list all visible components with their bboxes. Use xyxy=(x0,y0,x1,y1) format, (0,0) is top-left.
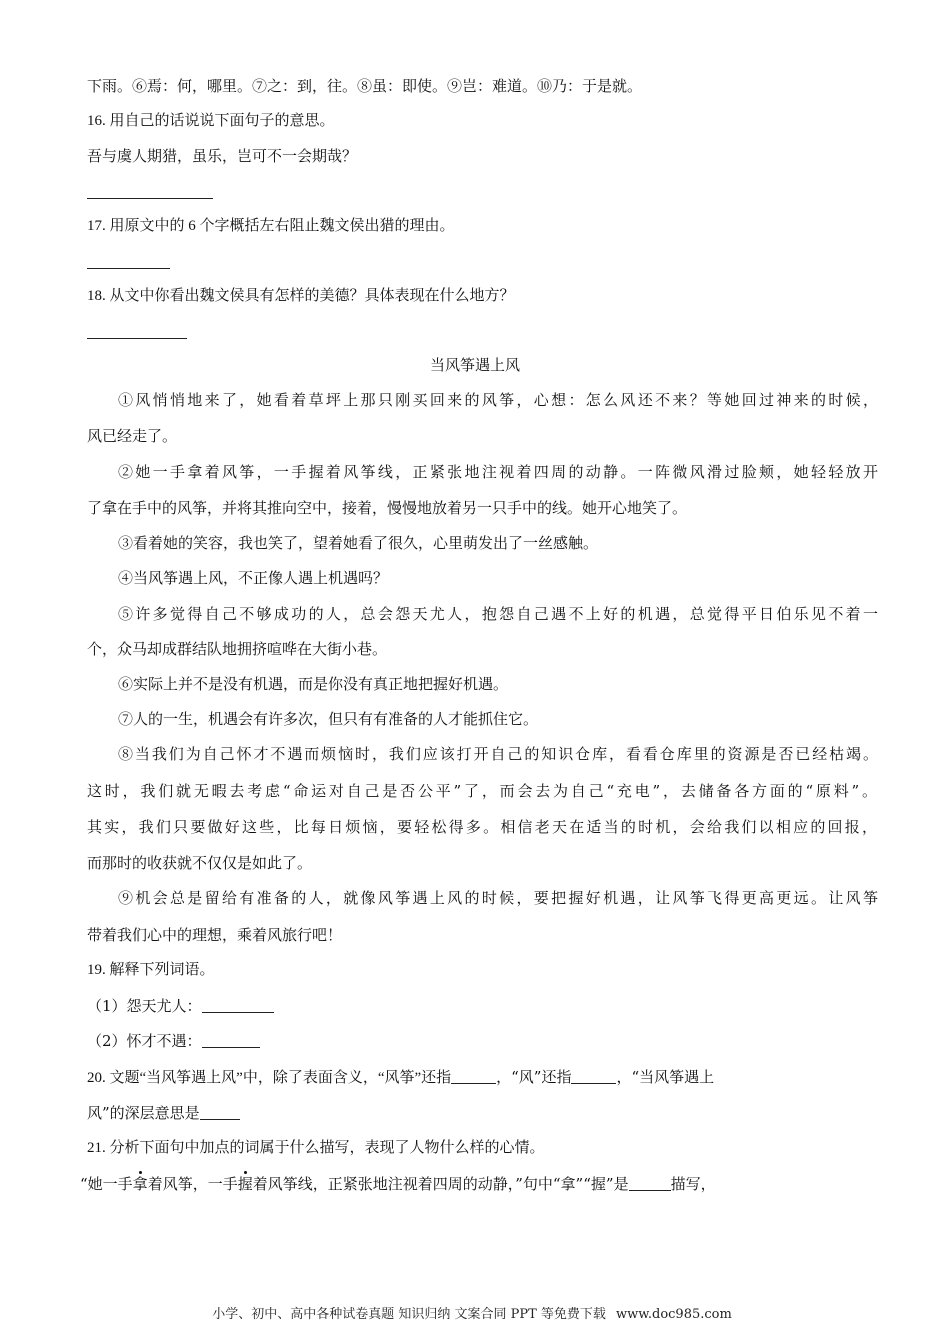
paragraph-5-line-1: ⑤许多觉得自己不够成功的人，总会怨天尤人，抱怨自己遇不上好的机遇，总觉得平日伯乐见不着一 xyxy=(118,605,878,623)
item-2-blank[interactable] xyxy=(202,1031,260,1048)
item-2-label: （2）怀才不遇： xyxy=(87,1032,202,1050)
question-19-item-1 xyxy=(87,995,877,1017)
paragraph-3: ③看着她的笑容，我也笑了，望着她看了很久，心里萌发出了一丝感触。 xyxy=(118,534,599,552)
q21-text-b: 着风筝，一手 xyxy=(147,1175,238,1193)
question-21-prompt: 21. 分析下面句中加点的词属于什么描写，表现了人物什么样的心情。 xyxy=(87,1140,545,1156)
q20-text-b: ，“风”还指 xyxy=(496,1068,572,1086)
page-footer xyxy=(0,1306,950,1324)
q21-blank[interactable] xyxy=(629,1174,671,1191)
question-16-prompt: 16. 用自己的话说说下面句子的意思。 xyxy=(87,113,335,129)
question-19-prompt: 19. 解释下列词语。 xyxy=(87,962,215,978)
emphasis-word-2: 握 xyxy=(237,1175,253,1193)
q20-text-a: 20. 文题“当风筝遇上风”中，除了表面含义，“风筝”还指 xyxy=(87,1070,452,1086)
footer-link[interactable]: www.doc985.com xyxy=(616,1307,732,1322)
q20-blank-2[interactable] xyxy=(571,1067,616,1084)
q20-text-c: ，“当风筝遇上 xyxy=(616,1068,715,1086)
question-19-item-2 xyxy=(87,1030,877,1052)
q20-blank-3[interactable] xyxy=(200,1103,240,1120)
q21-text-a: “她一手 xyxy=(80,1175,133,1193)
q21-text-d: 描写， xyxy=(670,1175,716,1193)
q20-text-d: 风”的深层意思是 xyxy=(87,1104,200,1122)
paragraph-9-line-2: 带着我们心中的理想，乘着风旅行吧！ xyxy=(87,926,343,944)
answer-line-17[interactable] xyxy=(87,268,170,269)
emphasis-word-1: 拿 xyxy=(132,1175,148,1193)
question-18-prompt: 18. 从文中你看出魏文侯具有怎样的美德？具体表现在什么地方？ xyxy=(87,288,515,304)
paragraph-8-line-3: 其实，我们只要做好这些，比每日烦恼，要轻松得多。相信老天在适当的时机，会给我们以相应的回报， xyxy=(87,818,877,836)
question-21-sentence xyxy=(80,1173,870,1195)
answer-line-18[interactable] xyxy=(87,338,187,339)
paragraph-5-line-2: 个，众马却成群结队地拥挤喧哗在大街小巷。 xyxy=(87,640,388,658)
q20-blank-1[interactable] xyxy=(451,1067,496,1084)
paragraph-4: ④当风筝遇上风，不正像人遇上机遇吗？ xyxy=(118,569,389,587)
paragraph-2-line-1: ②她一手拿着风筝，一手握着风筝线，正紧张地注视着四周的动静。一阵微风滑过脸颊，她轻轻放开 xyxy=(118,463,878,481)
question-16-sentence: 吾与虞人期猎，虽乐，岂可不一会期哉？ xyxy=(87,147,358,165)
item-1-label: （1）怨天尤人： xyxy=(87,997,202,1015)
answer-line-16[interactable] xyxy=(87,198,213,199)
paragraph-6: ⑥实际上并不是没有机遇，而是你没有真正地把握好机遇。 xyxy=(118,675,509,693)
paragraph-7: ⑦人的一生，机遇会有许多次，但只有有准备的人才能抓住它。 xyxy=(118,710,539,728)
paragraph-1-line-1: ①风悄悄地来了，她看着草坪上那只刚买回来的风筝，心想：怎么风还不来？等她回过神来的时候， xyxy=(118,391,878,409)
q21-text-c: 着风筝线，正紧张地注视着四周的动静，”句中“拿”“握”是 xyxy=(252,1175,629,1193)
intro-line: 下雨。⑥焉：何，哪里。⑦之：到，往。⑧虽：即使。⑨岂：难道。⑩乃：于是就。 xyxy=(87,77,643,95)
paragraph-2-line-2: 了拿在手中的风筝，并将其推向空中，接着，慢慢地放着另一只手中的线。她开心地笑了。 xyxy=(87,499,688,517)
question-17-prompt: 17. 用原文中的 6 个字概括左右阻止魏文侯出猎的理由。 xyxy=(87,218,455,234)
footer-text: 小学、初中、高中各种试卷真题 知识归纳 文案合同 PPT 等免费下载 xyxy=(212,1307,606,1322)
paragraph-1-line-2: 风已经走了。 xyxy=(87,427,178,445)
passage-title: 当风筝遇上风 xyxy=(429,356,520,374)
paragraph-8-line-4: 而那时的收获就不仅仅是如此了。 xyxy=(87,854,313,872)
question-20-line-2 xyxy=(87,1102,877,1124)
question-20-line-1 xyxy=(87,1066,877,1089)
item-1-blank[interactable] xyxy=(202,996,274,1013)
paragraph-9-line-1: ⑨机会总是留给有准备的人，就像风筝遇上风的时候，要把握好机遇，让风筝飞得更高更远。让风筝 xyxy=(118,889,878,907)
paragraph-8-line-2: 这时，我们就无暇去考虑“命运对自己是否公平”了，而会去为自己“充电”，去储备各方面的“原料”。 xyxy=(87,782,877,800)
paragraph-8-line-1: ⑧当我们为自己怀才不遇而烦恼时，我们应该打开自己的知识仓库，看看仓库里的资源是否已经枯竭。 xyxy=(118,745,878,763)
